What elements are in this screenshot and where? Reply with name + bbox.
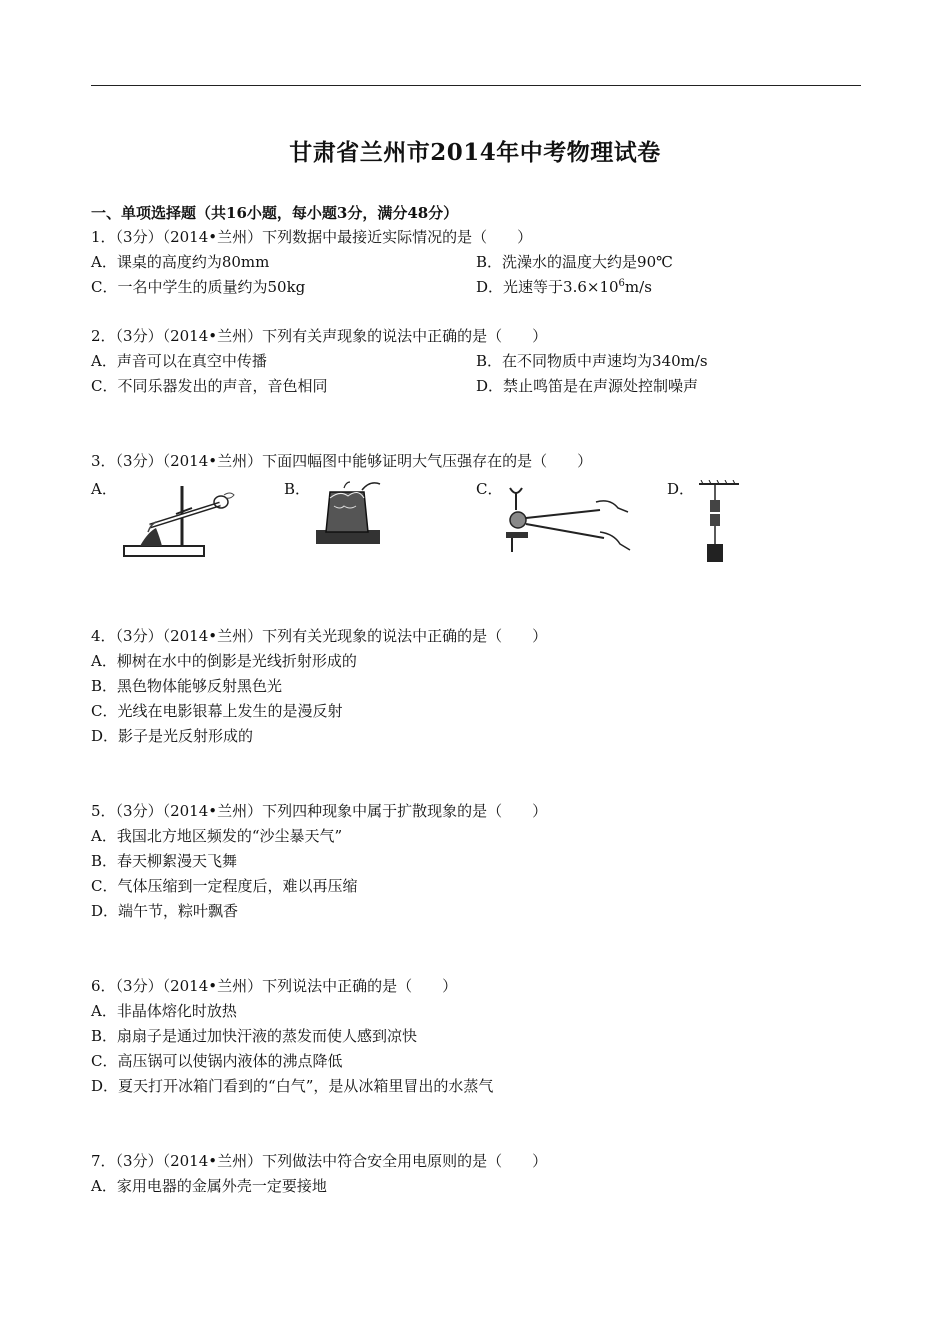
q1-stem: 1．（3分）（2014•兰州）下列数据中最接近实际情况的是（ ） <box>91 228 533 246</box>
q6-option-c: C．高压锅可以使锅内液体的沸点降低 <box>91 1052 343 1070</box>
q3-option-c-label: C． <box>476 480 503 498</box>
q2-option-d: D．禁止鸣笛是在声源处控制噪声 <box>476 377 699 395</box>
q3-option-d-label: D． <box>667 480 695 498</box>
q3-option-a-label: A． <box>91 480 117 498</box>
q6-stem: 6．（3分）（2014•兰州）下列说法中正确的是（ ） <box>91 977 458 995</box>
exam-title: 甘肃省兰州市2014年中考物理试卷 <box>289 139 661 166</box>
q5-option-b: B．春天柳絮漫天飞舞 <box>91 852 238 870</box>
q6-option-b: B．扇扇子是通过加快汗液的蒸发而使人感到凉快 <box>91 1027 418 1045</box>
q5-stem: 5．（3分）（2014•兰州）下列四种现象中属于扩散现象的是（ ） <box>91 802 548 820</box>
q3-stem: 3．（3分）（2014•兰州）下面四幅图中能够证明大气压强存在的是（ ） <box>91 452 593 470</box>
q1-option-b: B．洗澡水的温度大约是90℃ <box>476 253 673 271</box>
section-heading: 一、单项选择题（共16小题，每小题3分，满分48分） <box>91 204 459 222</box>
q4-stem: 4．（3分）（2014•兰州）下列有关光现象的说法中正确的是（ ） <box>91 627 548 645</box>
q1-option-d <box>476 278 652 296</box>
q7-option-a: A．家用电器的金属外壳一定要接地 <box>91 1177 327 1195</box>
q2-option-c: C．不同乐器发出的声音，音色相同 <box>91 377 328 395</box>
q3-figure-b-beaker <box>310 478 390 548</box>
q1-option-c: C．一名中学生的质量约为50kg <box>91 278 306 296</box>
q3-figure-d-lead-blocks <box>695 480 745 570</box>
q4-option-b: B．黑色物体能够反射黑色光 <box>91 677 283 695</box>
q2-stem: 2．（3分）（2014•兰州）下列有关声现象的说法中正确的是（ ） <box>91 327 548 345</box>
q1-option-d-exponent: 6 <box>618 278 625 289</box>
q4-option-a: A．柳树在水中的倒影是光线折射形成的 <box>91 652 357 670</box>
q5-option-c: C．气体压缩到一定程度后，难以再压缩 <box>91 877 358 895</box>
q5-option-a: A．我国北方地区频发的“沙尘暴天气” <box>91 827 343 845</box>
q2-option-a: A．声音可以在真空中传播 <box>91 352 267 370</box>
q1-option-a: A．课桌的高度约为80mm <box>91 253 270 271</box>
q1-option-d-unit: m/s <box>624 278 652 296</box>
q2-option-b: B．在不同物质中声速均为340m/s <box>476 352 708 370</box>
q5-option-d: D．端午节，粽叶飘香 <box>91 902 239 920</box>
q3-figure-c-hemispheres <box>500 480 640 560</box>
q3-figure-a-retort-stand <box>120 480 240 565</box>
q3-option-b-label: B． <box>284 480 311 498</box>
q7-stem: 7．（3分）（2014•兰州）下列做法中符合安全用电原则的是（ ） <box>91 1152 548 1170</box>
q6-option-d: D．夏天打开冰箱门看到的“白气”，是从冰箱里冒出的水蒸气 <box>91 1077 494 1095</box>
q1-option-d-text: D．光速等于3.6×10 <box>476 278 619 296</box>
q4-option-c: C．光线在电影银幕上发生的是漫反射 <box>91 702 343 720</box>
header-rule <box>91 85 861 86</box>
q6-option-a: A．非晶体熔化时放热 <box>91 1002 237 1020</box>
q4-option-d: D．影子是光反射形成的 <box>91 727 254 745</box>
